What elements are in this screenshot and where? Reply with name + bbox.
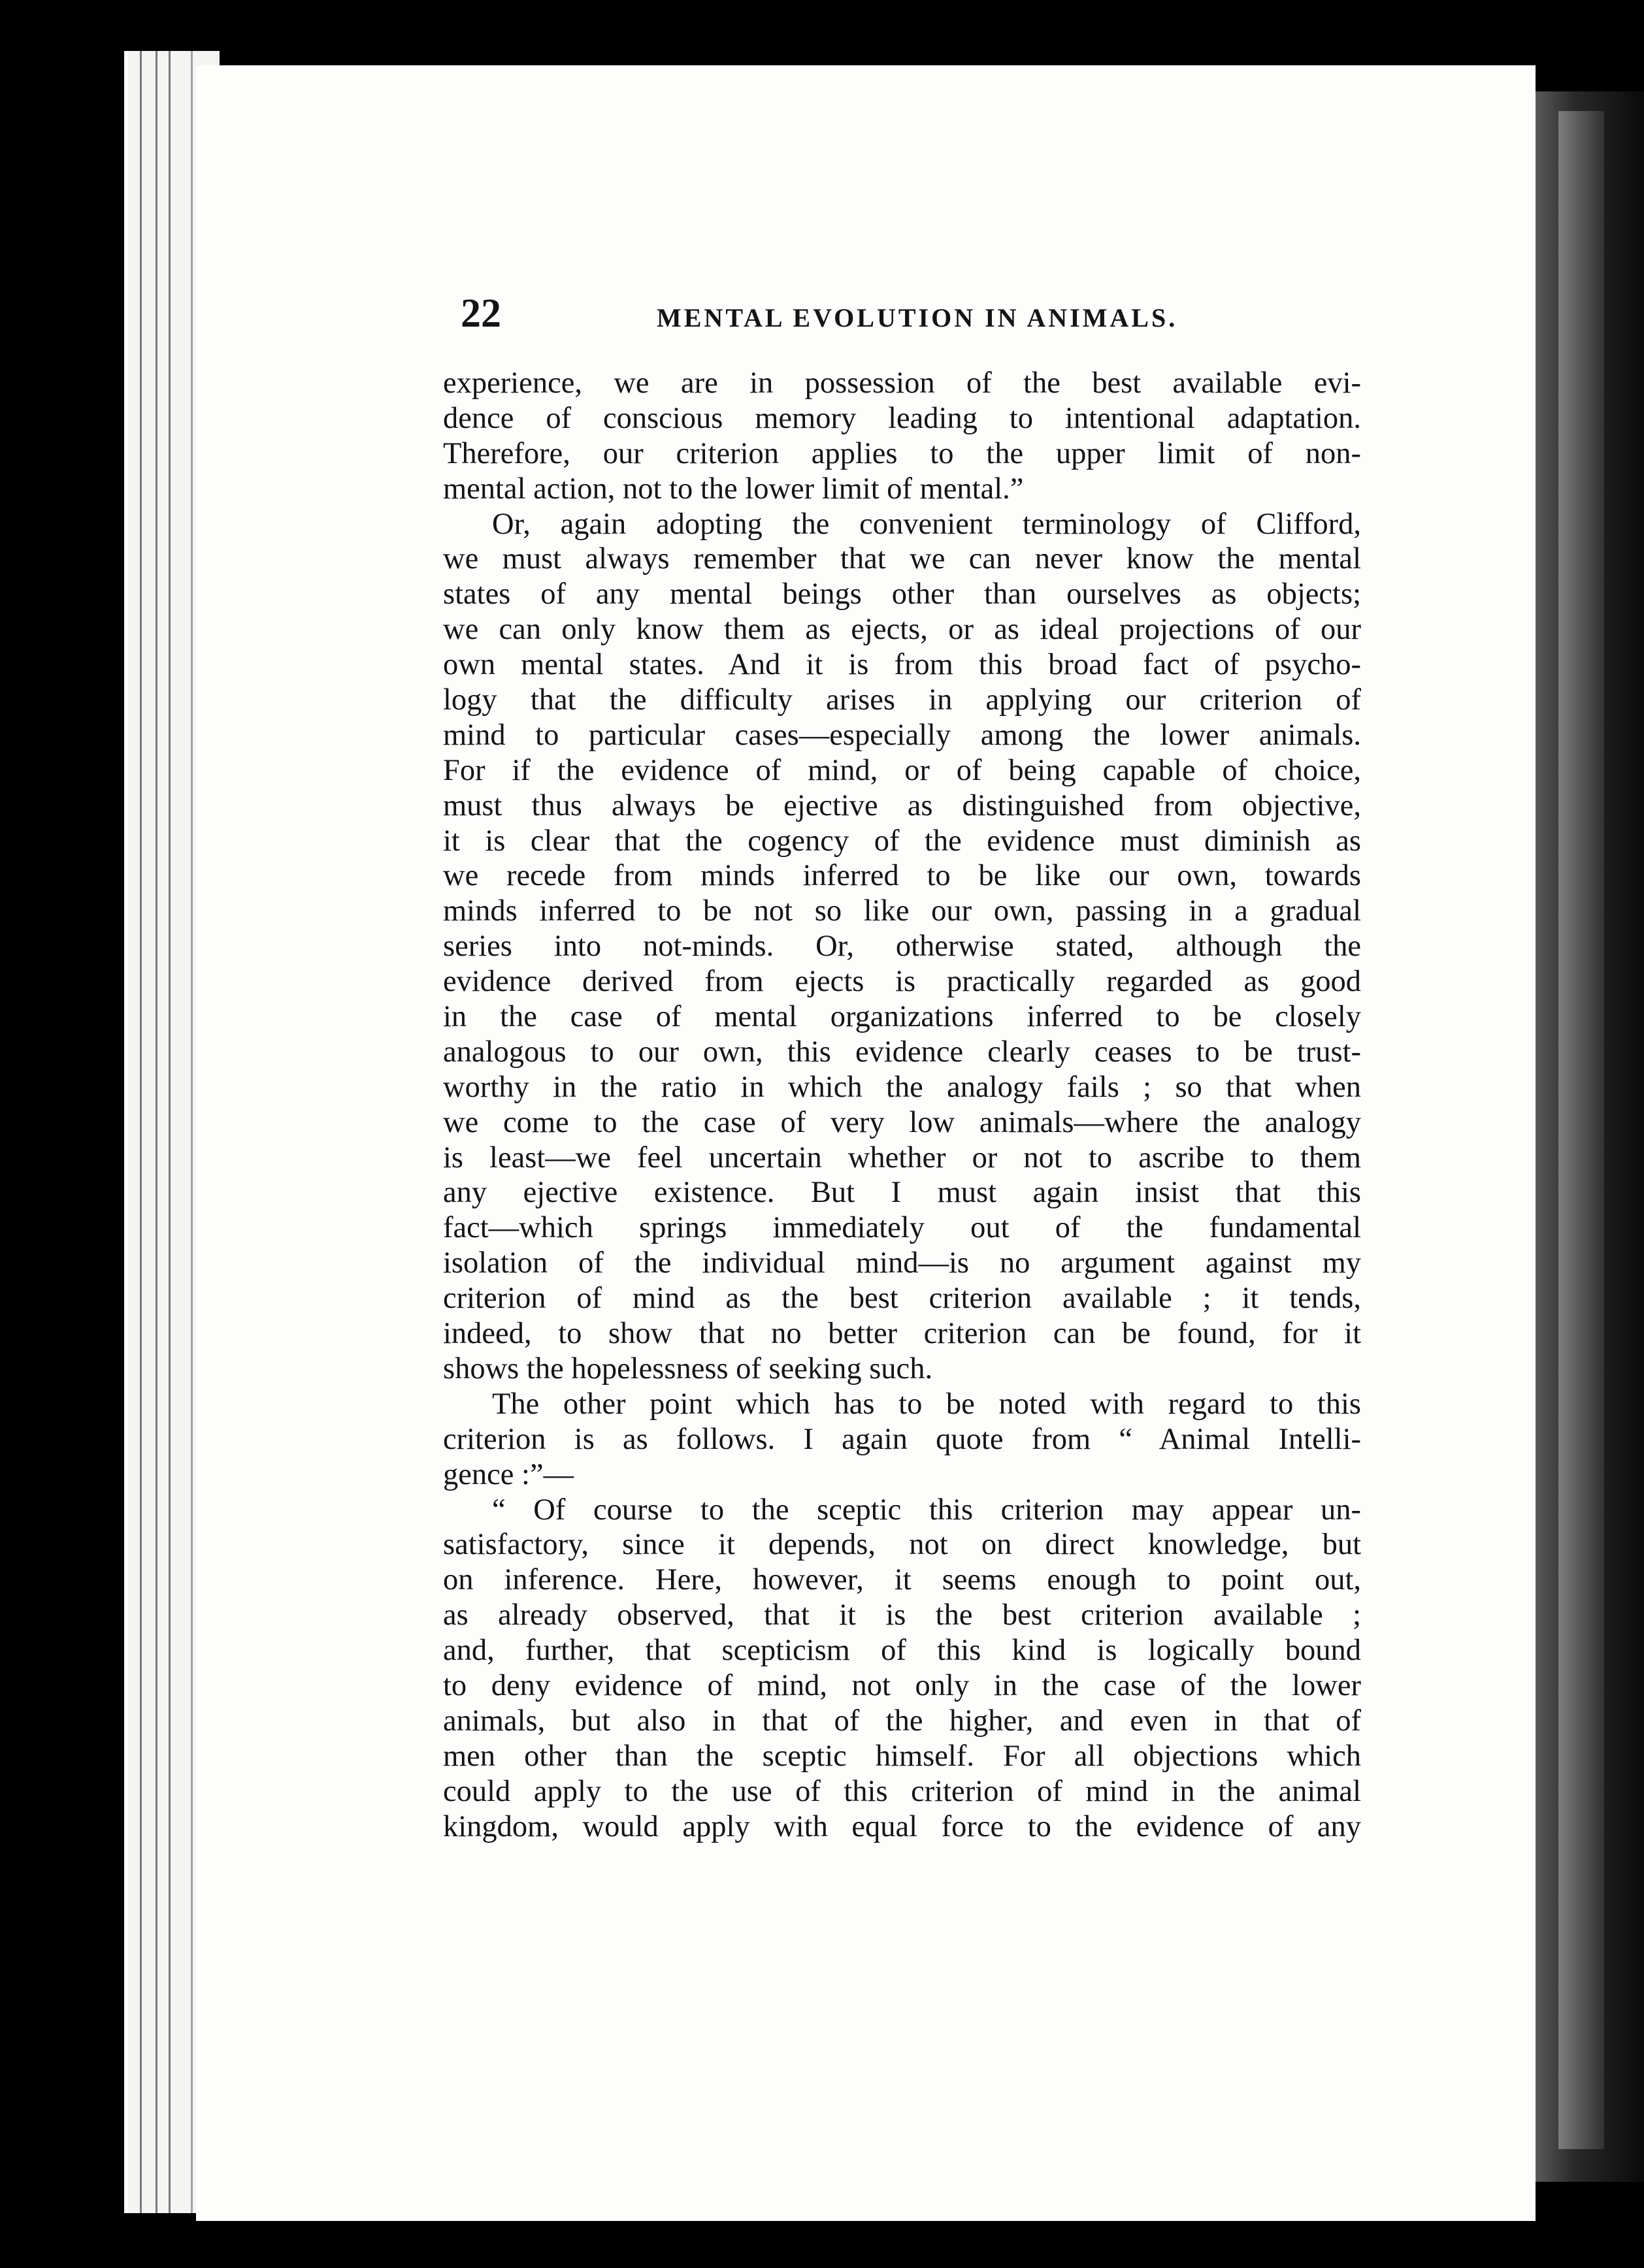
text-line: and, further, that scepticism of this kind is logically bound	[443, 1634, 1361, 1668]
page-number: 22	[461, 291, 501, 336]
text-line: “ Of course to the sceptic this criterion may appear un-	[492, 1493, 1361, 1527]
text-line: to deny evidence of mind, not only in the case of the lower	[443, 1668, 1361, 1702]
text-line: own mental states. And it is from this broad fact of psycho-	[443, 648, 1361, 682]
text-line: analogous to our own, this evidence clearly ceases to be trust-	[443, 1035, 1361, 1069]
text-line: worthy in the ratio in which the analogy fails ; so that when	[443, 1070, 1361, 1104]
text-line: on inference. Here, however, it seems enough to point out,	[443, 1563, 1361, 1597]
text-line: dence of conscious memory leading to intentional adaptation.	[443, 401, 1361, 435]
running-title: MENTAL EVOLUTION IN ANIMALS.	[657, 303, 1178, 332]
text-line: fact—which springs immediately out of the fundamental	[443, 1211, 1361, 1245]
text-line: we recede from minds inferred to be like our own, towards	[443, 859, 1361, 893]
text-line: shows the hopelessness of seeking such.	[443, 1352, 933, 1385]
text-line: states of any mental beings other than ourselves as objects;	[443, 577, 1361, 611]
text-line: gence :”—	[443, 1457, 574, 1491]
text-line: evidence derived from ejects is practically regarded as good	[443, 965, 1361, 999]
text-line: Or, again adopting the convenient terminology of Clifford,	[492, 507, 1361, 541]
text-line: we must always remember that we can never know the mental	[443, 542, 1361, 576]
text-line: must thus always be ejective as distinguished from objective,	[443, 788, 1361, 822]
body-text	[443, 366, 1361, 1844]
text-line: we come to the case of very low animals—where the analogy	[443, 1105, 1361, 1139]
text-line: indeed, to show that no better criterion can be found, for it	[443, 1317, 1361, 1351]
text-line: as already observed, that it is the best criterion available ;	[443, 1598, 1361, 1632]
stack-line	[140, 51, 142, 2213]
stack-line	[191, 51, 193, 2213]
text-line: experience, we are in possession of the best available evi-	[443, 366, 1361, 400]
text-line: mental action, not to the lower limit of mental.”	[443, 472, 1024, 506]
text-line: animals, but also in that of the higher, and even in that of	[443, 1704, 1361, 1738]
text-line: mind to particular cases—especially among the lower animals.	[443, 718, 1361, 752]
text-line: kingdom, would apply with equal force to the evidence of any	[443, 1809, 1361, 1843]
text-line: The other point which has to be noted with regard to this	[492, 1387, 1361, 1421]
page-header	[461, 291, 1366, 336]
text-line: minds inferred to be not so like our own, passing in a gradual	[443, 894, 1361, 928]
text-line: For if the evidence of mind, or of being capable of choice,	[443, 753, 1361, 787]
text-line: Therefore, our criterion applies to the upper limit of non-	[443, 436, 1361, 470]
text-line: criterion of mind as the best criterion available ; it tends,	[443, 1282, 1361, 1316]
text-line: men other than the sceptic himself. For all objections which	[443, 1739, 1361, 1773]
text-line: in the case of mental organizations inferred to be closely	[443, 1000, 1361, 1034]
text-line: satisfactory, since it depends, not on direct knowledge, but	[443, 1528, 1361, 1562]
stack-line	[169, 51, 171, 2213]
stack-line	[156, 51, 157, 2213]
text-line: criterion is as follows. I again quote from “ Animal Intelli-	[443, 1422, 1361, 1456]
text-line: any ejective existence. But I must again insist that this	[443, 1176, 1361, 1210]
text-line: it is clear that the cogency of the evidence must diminish as	[443, 824, 1361, 858]
text-line: series into not-minds. Or, otherwise stated, although the	[443, 930, 1361, 964]
text-line: we can only know them as ejects, or as ideal projections of our	[443, 613, 1361, 647]
text-line: is least—we feel uncertain whether or not to ascribe to them	[443, 1141, 1361, 1174]
page-fold-highlight	[1558, 111, 1604, 2149]
text-line: logy that the difficulty arises in applying our criterion of	[443, 683, 1361, 717]
text-line: isolation of the individual mind—is no argument against my	[443, 1246, 1361, 1280]
text-line: could apply to the use of this criterion of mind in the animal	[443, 1774, 1361, 1808]
